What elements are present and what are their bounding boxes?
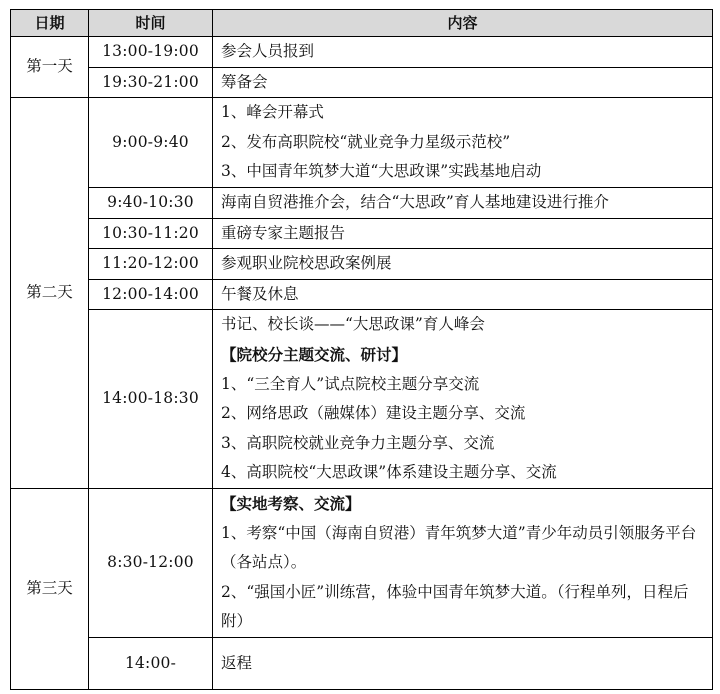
table-row	[11, 37, 713, 68]
header-row	[11, 10, 713, 37]
time-cell: 9:00-9:40	[89, 98, 213, 188]
time-cell: 12:00-14:00	[89, 279, 213, 310]
table-row	[11, 187, 713, 218]
content-line: 海南自贸港推介会，结合“大思政”育人基地建设进行推介	[221, 192, 609, 211]
time-cell: 11:20-12:00	[89, 249, 213, 280]
day-label: 第二天	[11, 98, 89, 489]
content-line: 参观职业院校思政案例展	[221, 254, 392, 273]
table-row	[11, 218, 713, 249]
content-cell	[213, 637, 713, 689]
time-cell: 10:30-11:20	[89, 218, 213, 249]
section-heading: 【院校分主题交流、研讨】	[221, 344, 408, 364]
content-line: 4、高职院校“大思政课”体系建设主题分享、交流	[221, 463, 557, 482]
day-label: 第三天	[11, 488, 89, 689]
content-cell	[213, 67, 713, 98]
content-line: 书记、校长谈——“大思政课”育人峰会	[221, 315, 485, 334]
content-line: 1、“三全育人”试点院校主题分享交流	[221, 374, 480, 393]
time-cell: 13:00-19:00	[89, 37, 213, 68]
table-row	[11, 310, 713, 489]
header-date: 日期	[11, 10, 89, 37]
content-cell	[213, 218, 713, 249]
day-label: 第一天	[11, 37, 89, 98]
content-cell	[213, 488, 713, 637]
time-cell: 8:30-12:00	[89, 488, 213, 637]
content-line: 2、发布高职院校“就业竞争力星级示范校”	[221, 132, 511, 151]
time-cell: 19:30-21:00	[89, 67, 213, 98]
content-cell	[213, 37, 713, 68]
content-cell	[213, 98, 713, 188]
schedule-table	[10, 9, 713, 690]
table-row	[11, 488, 713, 637]
content-line: 3、中国青年筑梦大道“大思政课”实践基地启动	[221, 162, 542, 181]
content-line: 参会人员报到	[221, 42, 315, 60]
table-row	[11, 249, 713, 280]
content-line: 重磅专家主题报告	[221, 223, 346, 242]
content-cell	[213, 310, 713, 489]
content-line: 返程	[221, 653, 253, 672]
content-line: 筹备会	[221, 72, 268, 91]
time-cell: 14:00-18:30	[89, 310, 213, 489]
header-time: 时间	[89, 10, 213, 37]
content-line: 1、考察“中国（海南自贸港）青年筑梦大道”青少年动员引领服务平台（各站点）。	[221, 523, 697, 572]
time-cell: 14:00-	[89, 637, 213, 689]
content-line: 2、网络思政（融媒体）建设主题分享、交流	[221, 404, 526, 423]
table-row	[11, 637, 713, 689]
header-content: 内容	[213, 10, 713, 37]
content-cell	[213, 249, 713, 280]
time-cell: 9:40-10:30	[89, 187, 213, 218]
content-line: 2、“强国小匠”训练营，体验中国青年筑梦大道。（行程单列，日程后附）	[221, 582, 689, 631]
table-row	[11, 98, 713, 188]
table-row	[11, 279, 713, 310]
table-row	[11, 67, 713, 98]
content-cell	[213, 187, 713, 218]
content-line: 1、峰会开幕式	[221, 103, 324, 122]
section-heading: 【实地考察、交流】	[221, 493, 361, 513]
content-cell	[213, 279, 713, 310]
content-line: 3、高职院校就业竞争力主题分享、交流	[221, 433, 495, 452]
content-line: 午餐及休息	[221, 284, 299, 303]
